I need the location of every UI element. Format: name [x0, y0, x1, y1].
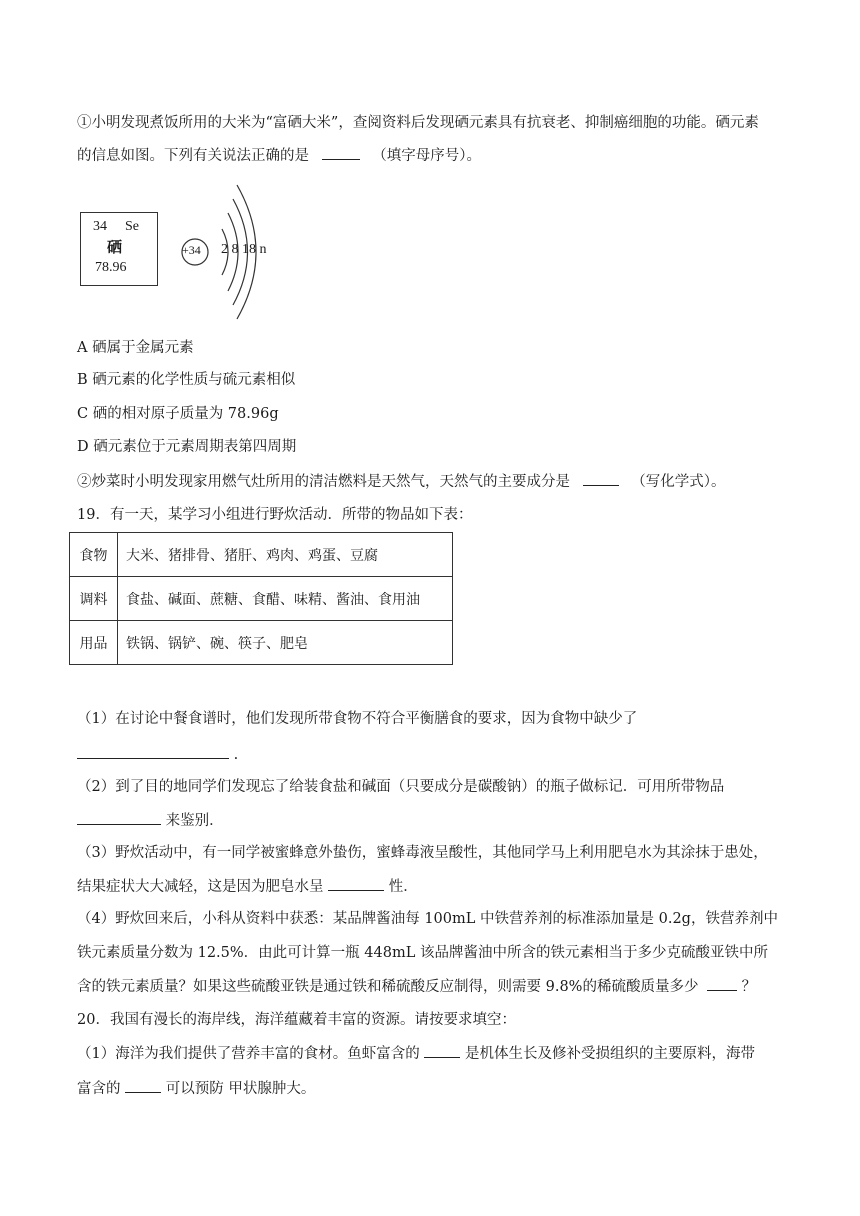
answer-blank[interactable]: [125, 1078, 161, 1093]
q20-title: 20．我国有漫长的海岸线，海洋蕴藏着丰富的资源。请按要求填空：: [77, 1012, 516, 1028]
q19-p1-end: .: [233, 747, 239, 763]
element-symbol: Se: [125, 219, 139, 234]
q18-option-a: A 硒属于金属元素: [77, 340, 194, 356]
element-name: 硒: [107, 240, 123, 256]
q19-p2-line1: （2）到了目的地同学们发现忘了给装食盐和碱面（只要成分是碳酸钠）的瓶子做标记．可用所带物品: [77, 779, 725, 795]
table-key-cell: 食物: [70, 533, 118, 577]
q18-intro-line2: [77, 145, 481, 166]
q19-p1-line2: [77, 744, 238, 765]
supplies-table: [69, 532, 453, 665]
q19-p3-line1: （3）野炊活动中，有一同学被蜜蜂意外蛰伤，蜜蜂毒液呈酸性，其他同学马上利用肥皂水为其涂抹于患处，: [77, 845, 768, 861]
q19-title: 19．有一天，某学习小组进行野炊活动．所带的物品如下表：: [77, 507, 473, 523]
table-key-cell: 用品: [70, 621, 118, 665]
answer-blank[interactable]: [328, 876, 384, 891]
q19-p4-line1: （4）野炊回来后，小科从资料中获悉：某品牌酱油每 100mL 中铁营养剂的标准添加量是 0.2g，铁营养剂中: [77, 911, 778, 927]
table-row: [70, 621, 453, 665]
table-key-cell: 调料: [70, 577, 118, 621]
q19-p3-text: 结果症状大大减轻，这是因为肥皂水呈: [77, 879, 324, 895]
answer-blank[interactable]: [77, 810, 161, 825]
answer-blank[interactable]: [707, 976, 737, 991]
atomic-mass: 78.96: [95, 260, 127, 275]
q19-p3-end: 性．: [388, 879, 418, 895]
q19-p4-line3: [77, 976, 756, 997]
q19-p1-line1: （1）在讨论中餐食谱时，他们发现所带食物不符合平衡膳食的要求，因为食物中缺少了: [77, 711, 638, 727]
q18-intro-line1: ①小明发现煮饭所用的大米为“富硒大米”，查阅资料后发现硒元素具有抗衰老、抑制癌细胞的功能。硒元素: [77, 115, 759, 131]
answer-blank[interactable]: [583, 471, 619, 486]
q18-part2-hint: （写化学式）。: [631, 474, 726, 490]
q18-option-d: D 硒元素位于元素周期表第四周期: [77, 439, 297, 455]
q18-part2-text: ②炒菜时小明发现家用燃气灶所用的清洁燃料是天然气，天然气的主要成分是: [77, 474, 570, 490]
q20-p1-text: （1）海洋为我们提供了营养丰富的食材。鱼虾富含的: [77, 1046, 420, 1062]
atomic-number: 34: [93, 219, 107, 234]
table-value-cell: 食盐、碱面、蔗糖、食醋、味精、酱油、食用油: [118, 577, 453, 621]
q20-p1-line1: [77, 1043, 755, 1064]
q20-p1-line2-end: 可以预防 甲状腺肿大。: [165, 1081, 316, 1097]
answer-blank[interactable]: [322, 145, 360, 160]
q19-p4-end: ？: [741, 979, 757, 995]
q18-intro-hint: （填字母序号）。: [372, 148, 481, 164]
table-value-cell: 大米、猪排骨、猪肝、鸡肉、鸡蛋、豆腐: [118, 533, 453, 577]
table-value-cell: 铁锅、锅铲、碗、筷子、肥皂: [118, 621, 453, 665]
electron-shell-counts: 2 8 18 n: [221, 242, 267, 257]
q20-p1-text-cont: 是机体生长及修补受损组织的主要原料，海带: [464, 1046, 755, 1062]
q19-p4-line2: 铁元素质量分数为 12.5%．由此可计算一瓶 448mL 该品牌酱油中所含的铁元素相当于多少克硫酸亚铁中所: [77, 945, 768, 961]
nucleus-charge: +34: [182, 243, 201, 257]
table-row: [70, 533, 453, 577]
q20-p1-line2-text: 富含的: [77, 1081, 121, 1097]
table-row: [70, 577, 453, 621]
q20-p1-line2: [77, 1078, 315, 1099]
q19-p4-text: 含的铁元素质量？如果这些硫酸亚铁是通过铁和稀硫酸反应制得，则需要 9.8%的稀硫酸质量多少: [77, 979, 699, 995]
selenium-element-card: [80, 212, 158, 286]
q19-p2-line2: [77, 810, 224, 831]
q18-option-c: C 硒的相对原子质量为 78.96g: [77, 406, 279, 422]
answer-blank[interactable]: [77, 744, 229, 759]
q18-part2: [77, 471, 725, 492]
answer-blank[interactable]: [424, 1043, 460, 1058]
selenium-atom-structure-diagram: [176, 182, 286, 322]
q19-p2-end: 来鉴别．: [165, 813, 224, 829]
q18-option-b: B 硒元素的化学性质与硫元素相似: [77, 372, 296, 388]
q18-intro-text: 的信息如图。下列有关说法正确的是: [77, 148, 309, 164]
q19-p3-line2: [77, 876, 418, 897]
